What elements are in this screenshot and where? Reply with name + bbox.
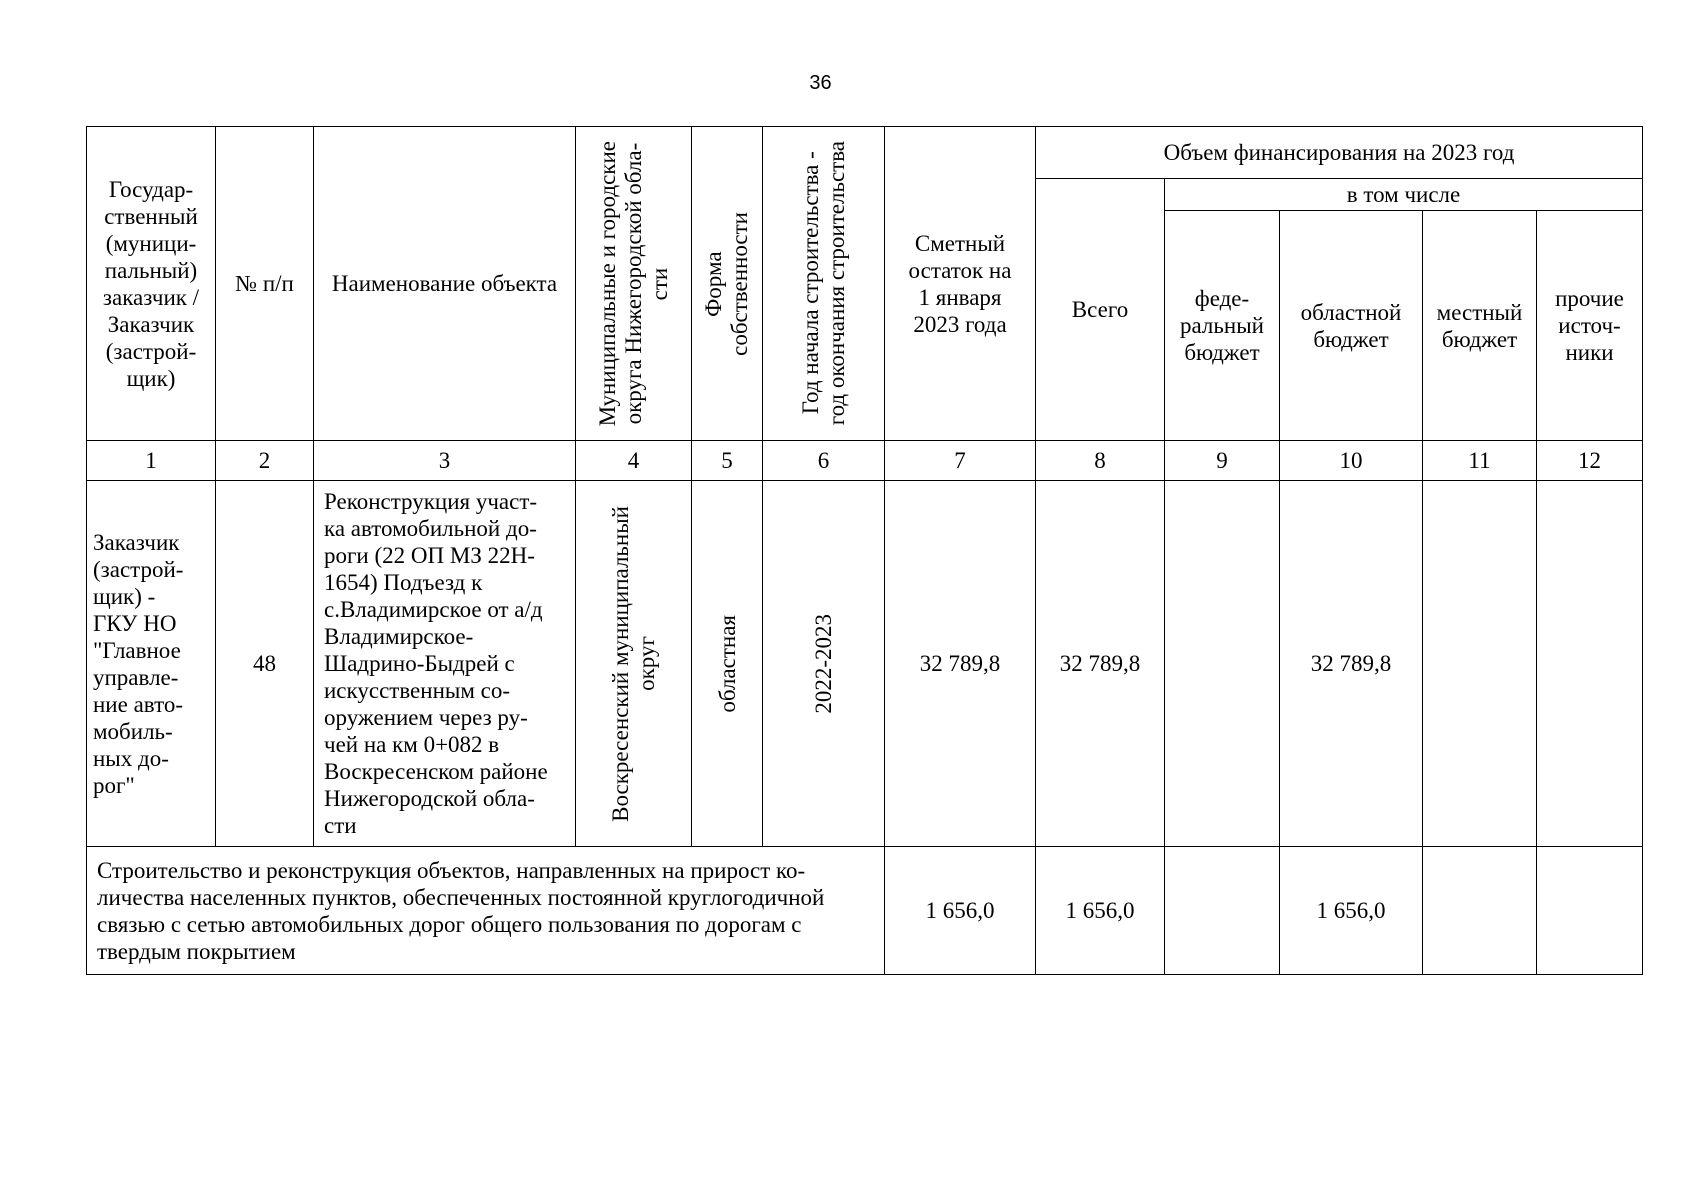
financing-table (86, 126, 1643, 975)
header-including: в том числе (1165, 179, 1643, 211)
header-local: местный бюджет (1423, 211, 1537, 441)
header-federal: феде- ральный бюджет (1165, 211, 1280, 441)
header-object-name: Наименование объекта (314, 127, 576, 441)
header-financing: Объем финансирования на 2023 год (1036, 127, 1643, 179)
column-number: 5 (692, 441, 763, 481)
summary-remaining: 1 656,0 (885, 847, 1036, 975)
header-ownership: Форма собственности (701, 211, 752, 356)
row-years: 2022-2023 (811, 613, 836, 714)
header-number: № п/п (216, 127, 314, 441)
header-ownership-cell (692, 127, 763, 441)
column-number: 8 (1036, 441, 1165, 481)
row-ownership: областная (714, 614, 740, 713)
page-number: 36 (809, 72, 832, 94)
column-number: 10 (1280, 441, 1423, 481)
row-local (1423, 481, 1537, 847)
header-customer: Государ- ственный (муници- пальный) заказчик / Заказчик (застрой- щик) (87, 127, 216, 441)
column-number: 9 (1165, 441, 1280, 481)
column-number: 6 (763, 441, 885, 481)
header-years-cell (763, 127, 885, 441)
column-number-row (87, 441, 1643, 481)
column-number: 2 (216, 441, 314, 481)
summary-other (1537, 847, 1643, 975)
row-other (1537, 481, 1643, 847)
row-number: 48 (216, 481, 314, 847)
row-customer: Заказчик (застрой- щик) - ГКУ НО "Главное управле- ние авто- мобиль- ных до- рог" (87, 481, 216, 847)
column-number: 3 (314, 441, 576, 481)
header-years: Год начала строительства - год окончания строительства (797, 141, 849, 426)
summary-label: Строительство и реконструкция объектов, направленных на прирост ко- личества населенных пунктов, обеспеченных постоянной круглогодичной связью с сетью автомобильных дорог общего пользования по дорогам с твердым покрытием (87, 847, 885, 975)
row-ownership-cell (692, 481, 763, 847)
column-number: 7 (885, 441, 1036, 481)
row-regional: 32 789,8 (1280, 481, 1423, 847)
row-municipality-cell (576, 481, 692, 847)
row-federal (1165, 481, 1280, 847)
summary-regional: 1 656,0 (1280, 847, 1423, 975)
header-other: прочие источ- ники (1537, 211, 1643, 441)
column-number: 11 (1423, 441, 1537, 481)
column-number: 4 (576, 441, 692, 481)
header-municipalities: Муниципальные и городские округа Нижегородской обла- сти (594, 140, 672, 427)
table-row (87, 481, 1643, 847)
column-number: 12 (1537, 441, 1643, 481)
summary-federal (1165, 847, 1280, 975)
row-remaining: 32 789,8 (885, 481, 1036, 847)
row-years-cell (763, 481, 885, 847)
header-remaining: Сметный остаток на 1 января 2023 года (885, 127, 1036, 441)
header-row-1 (87, 127, 1643, 179)
row-municipality: Воскресенский муниципальный округ (607, 505, 659, 822)
column-number: 1 (87, 441, 216, 481)
header-total: Всего (1036, 179, 1165, 441)
summary-total: 1 656,0 (1036, 847, 1165, 975)
row-object-name: Реконструкция участ- ка автомобильной до- роги (22 ОП МЗ 22Н- 1654) Подъезд к с.Владимирское от а/д Владимирское- Шадрино-Быдрей с искусственным со- оружением через ру- чей на км 0+082 в Воскресенском районе Нижегородской обла- сти (314, 481, 576, 847)
header-municipalities-cell (576, 127, 692, 441)
summary-local (1423, 847, 1537, 975)
header-regional: областной бюджет (1280, 211, 1423, 441)
row-total: 32 789,8 (1036, 481, 1165, 847)
summary-row (87, 847, 1643, 975)
